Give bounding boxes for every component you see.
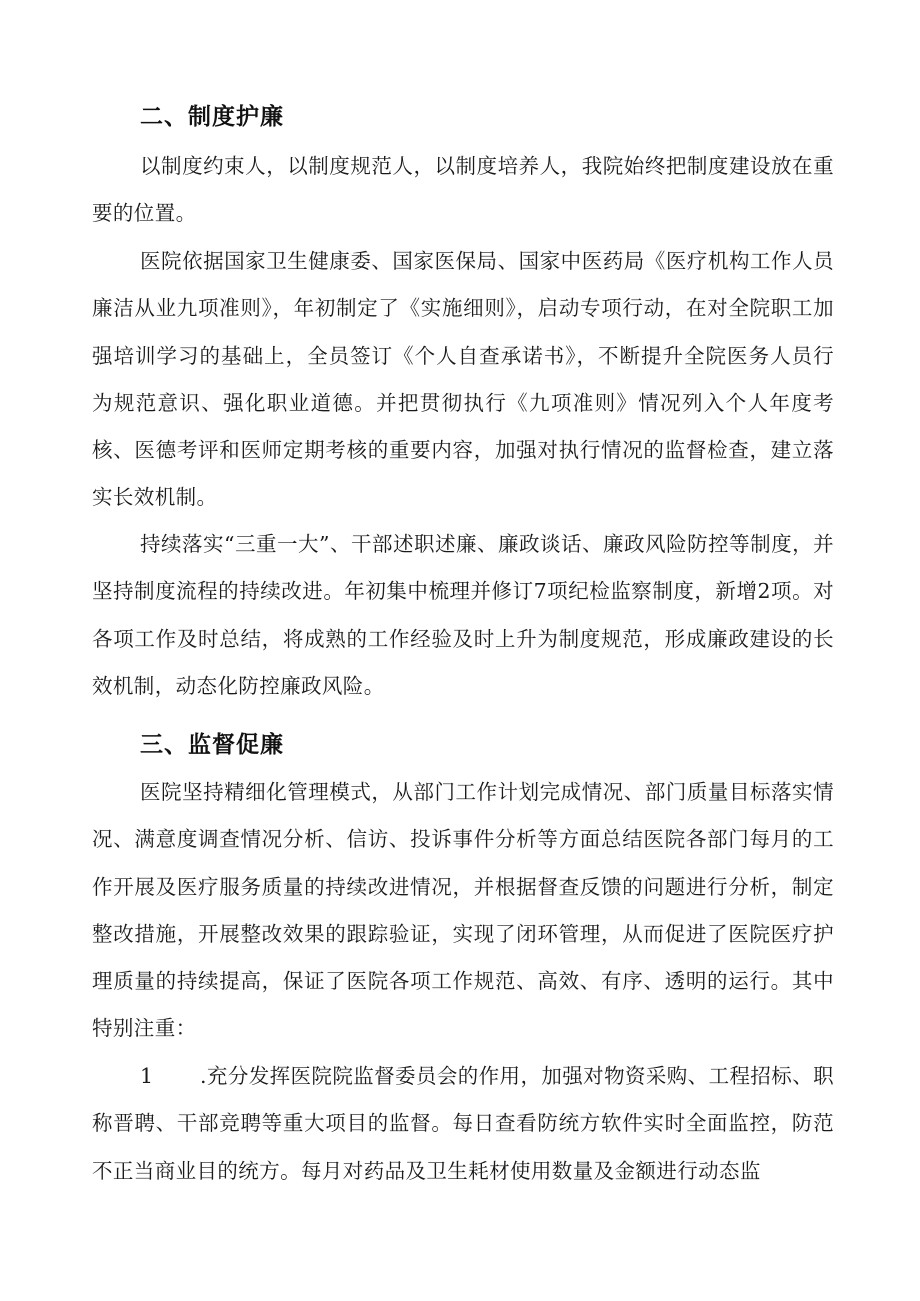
list-item-number: 1: [140, 1064, 154, 1088]
paragraph-2-3: 持续落实“三重一大”、干部述职述廉、廉政谈话、廉政风险防控等制度，并坚持制度流程的持续改进。年初集中梳理并修订7项纪检监察制度，新增2项。对各项工作及时总结，将成熟的工作经验及时上升为制度规范，形成廉政建设的长效机制，动态化防控廉政风险。: [92, 532, 834, 698]
paragraph-3-1: 医院坚持精细化管理模式，从部门工作计划完成情况、部门质量目标落实情况、满意度调查情况分析、信访、投诉事件分析等方面总结医院各部门每月的工作开展及医疗服务质量的持续改进情况，并根据督查反馈的问题进行分析，制定整改措施，开展整改效果的跟踪验证，实现了闭环管理，从而促进了医院医疗护理质量的持续提高，保证了医院各项工作规范、高效、有序、透明的运行。其中特别注重：: [92, 780, 834, 1041]
list-item-text: .充分发挥医院院监督委员会的作用，加强对物资采购、工程招标、职称晋聘、干部竞聘等重大项目的监督。每日查看防统方软件实时全面监控，防范不正当商业目的统方。每月对药品及卫生耗材使用数量及金额进行动态监: [92, 1064, 834, 1183]
section-heading-2: 二、制度护廉: [140, 104, 284, 130]
paragraph-2-1: 以制度约束人，以制度规范人，以制度培养人，我院始终把制度建设放在重要的位置。: [92, 154, 834, 226]
paragraph-2-2: 医院依据国家卫生健康委、国家医保局、国家中医药局《医疗机构工作人员廉洁从业九项准则》，年初制定了《实施细则》，启动专项行动，在对全院职工加强培训学习的基础上，全员签订《个人自查承诺书》，不断提升全院医务人员行为规范意识、强化职业道德。并把贯彻执行《九项准则》情况列入个人年度考核、医德考评和医师定期考核的重要内容，加强对执行情况的监督检查，建立落实长效机制。: [92, 249, 834, 510]
section-heading-3: 三、监督促廉: [140, 732, 284, 758]
